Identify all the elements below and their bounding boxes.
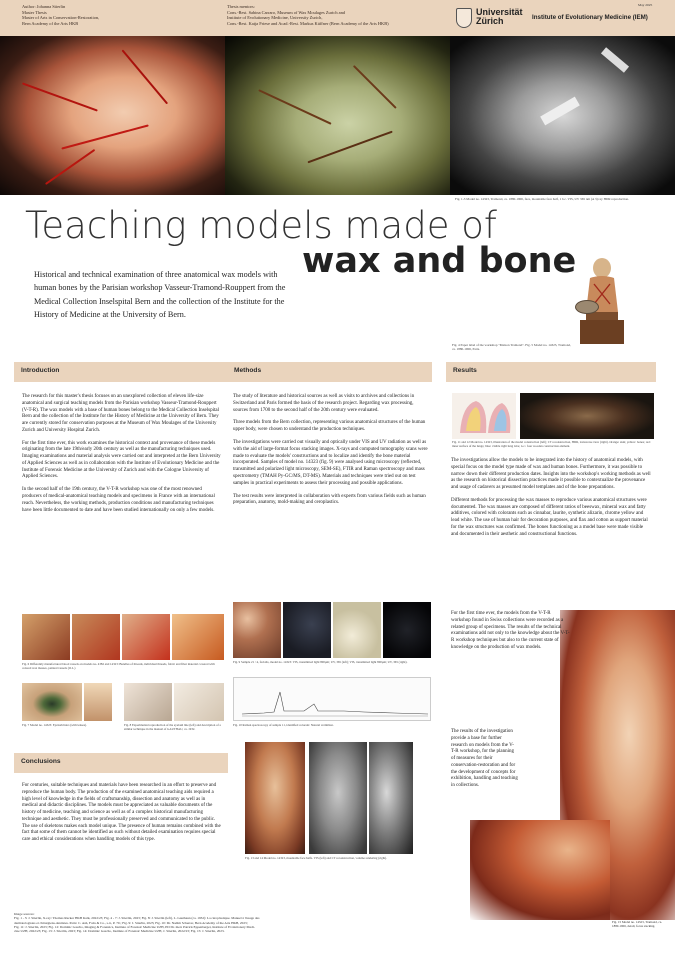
face-model-photo <box>245 742 305 854</box>
author-line: Master Thesis <box>22 9 47 15</box>
mentor-line: Thesis mentors: <box>227 4 255 9</box>
statue-caption: Fig. 4 Paper label of the workshop "Maison Tramond". Fig. 5 Model no. 14323, Tramond, ca. 1880-1906, Paris. <box>452 343 571 351</box>
paragraph: The investigations allow the models to be integrated into the history of anatomical models, with special focus on the model type made of wax and human bones. Furthermore, it was possible to narrow down their different production dates. Insights into the workshop's working methods as well as the research on historical dissection practices made it possible to contextualize the provenance and usage of cadavers as presumed model templates and of the bone preparations. <box>451 458 651 490</box>
paragraph: Different methods for processing the wax masses to reproduce various anatomical structures were documented. The wax masses are composed of different ratios of beeswax, mineral wax and fatty additives, colored with colorants such as cinnabar, laurite, synthetic alizarin, chrome yellow and lead white. The use of human hair for decoration purposes, and flax and cotton as support material for the wax structures was confirmed. The bones functioning as a model base were made visible and documented in their aesthetic and constructional functions. <box>451 497 648 537</box>
face-ct-rendering <box>309 742 367 854</box>
heading-label: Results <box>453 367 477 374</box>
paragraph: The results of the investigation provide a base for further research on models from the V-T-R workshop, for the planning of measures for their conservation-restoration and for the development of concepts for exhibition, handling and teaching in collections. <box>451 729 518 788</box>
paragraph: The research for this master's thesis focuses on an unexplored collection of eleven life-size anatomical and surgical teaching models from the Parisian workshop Vasseur-Tramond-Rouppert (V-T-R). The wax models with a base of human bones belong to the Medical Collection Inselspital Bern and the collection of the Institute for the History of Medicine at the University of Bern. They are currently stored for conservation purposes at the Museum of Wax Moulages of the University Zurich and University Hospital Zurich. <box>22 394 219 433</box>
blood-vessel-photo <box>22 614 70 660</box>
university-name-line: Zürich <box>476 16 504 26</box>
introduction-text <box>22 394 222 521</box>
figure-caption: Fig. 15 Model no. 14323, Tramond, ca. 1880-1906, detail, focus stacking. <box>612 920 663 928</box>
microscopy-photo <box>333 602 381 658</box>
methods-text <box>233 394 428 513</box>
eyelash-photo <box>22 683 82 721</box>
sources-line: dermatologistes et chirurgiens-dentistes. Paris: C. Ash, Fotis & Co., s.d., P. 70.; Fig. 9: J. Stierlin, 2023; Fig. 10: Dr. Nadim Scherrer, Bern Academy of the Arts HKB, 2023; <box>14 920 248 925</box>
workshop-label-icon <box>575 300 599 314</box>
results-text <box>451 458 651 545</box>
figure-caption: Fig. 7 Model no. 14323: Eyelash hairs (with lenses). <box>22 723 87 727</box>
poster-subtitle: Historical and technical examination of three anatomical wax models with human bones by the Parisian workshop Vasseur-Tramond-Rouppert from the Medical Collection Inselspital Bern and the collection of the Institute for the History of Medicine at the University of Bern. <box>34 270 286 319</box>
mentor-line: Cons.-Rest. Katja Friese and Acad.-Rest. Markus Küffner (Bern Academy of the Arts HKB) <box>227 20 389 26</box>
mentor-line: Cons.-Rest. Sabina Carraro, Museum of Wax Moulages Zurich and <box>227 9 345 15</box>
results-text-final <box>451 729 518 796</box>
section-heading-results <box>446 362 656 382</box>
figure-caption: Fig. 10 Raman spectroscopy of sample 11, identified colorant: Natural vermilion. <box>233 723 334 727</box>
section-heading-introduction <box>14 362 228 382</box>
wax-model-xray <box>450 36 675 195</box>
blood-vessel-photo <box>72 614 120 660</box>
section-heading-methods <box>227 362 432 382</box>
paragraph: The test results were interpreted in collaboration with experts from various fields such as human preparation, anatomy, mold-making and ceroplastics. <box>233 493 426 506</box>
author-info <box>22 4 99 26</box>
microscopy-photo <box>283 602 331 658</box>
microscopy-photo <box>383 602 431 658</box>
mentor-info <box>227 4 389 26</box>
section-heading-conclusions <box>14 753 228 773</box>
model-construction-illustration <box>452 393 516 439</box>
paragraph: For centuries, suitable techniques and materials have been researched in an effort to preserve and reproduce the human body. The production of the examined anatomical teaching aids required a high level of knowledge in the fields of craftsmanship, dissection and anatomy as well as in medical and didactic disciplines. The models must be appreciated as valuable documents of the history of medicine, teaching and science as well as of a complex historical manufacturing technique and aesthetic. They must be professionally preserved and communicated to the public. The use of skeletons makes each model unique. The presence of human remains combined with the fact that some of them cannot be identified as such without detailed examination requires special care and ethical considerations when handling models of this type. <box>22 783 221 842</box>
figure-caption: Fig. 13 and 14 Model no. 14323, mountable face halfs. VIS (left) and CT reconstruction, volume rendering (right). <box>245 856 387 860</box>
paragraph: The investigations were carried out visually and optically under VIS and UV radiation as well as with the aid of large-format focus stacking images. X-rays and computed tomography scans were made to evaluate the models' constructions and to localize and identify the bone material incorporated. Samples of model no. 14323 (fig. 9) were analysed using microscopy (reflected, transmitted and polarized light microscopy, SEM-SE), FTIR and Raman spectroscopy and mass spectrometry (TMAH Py-GC/MS, DT-MS). Materials and techniques were tried out on test samples in practical experiments to assess their processing and possible applications. <box>233 440 428 486</box>
heading-label: Introduction <box>21 367 60 374</box>
author-line: Bern Academy of the Arts HKB <box>22 20 79 26</box>
sources-line: Fig. 1 - 3: J. Stierlin, X-ray: Thomas Rucker HKB Kalk, 2022/23; Fig. 4 - 7: J. Stierlin, 2023; Fig. 8: J. Stierlin (left), L. Gauthaun (ca. 1932): La céroplastique. Manuel à l'usage des <box>14 916 260 921</box>
figure-caption: Fig. 11 and 12 Model no. 14323, illustration of the model construction (left); CT reconstruction, HDR, transverse view (right). Orange: skin; yellow: bones; red: inner surface of the lungs; blue: visible right lung lobe; n.c.: four wooden construction element. <box>452 440 651 448</box>
image-sources <box>14 912 484 933</box>
figure-caption: Fig. 8 Experimental reproduction of the eyelash line (left) and description of a similar technique in the manual of GAUTHAU, ca. 1932. <box>124 723 221 731</box>
paragraph: In the second half of the 19th century, the V-T-R workshop was one of the most renowned producers of medical-anatomical teaching models and specimens in France with an international reach. Nevertheless, the working methods, production conditions and manufacturing techniques have been little documented to date and have been studied internationally on only a few models. <box>22 487 215 513</box>
conclusions-text <box>22 783 222 850</box>
blood-vessel-photo <box>122 614 170 660</box>
author-line: Author: Johanna Stierlin <box>22 4 66 9</box>
eyelash-reproduction-photo <box>124 683 172 721</box>
paragraph: Three models from the Bern collection, representing various anatomical structures of the human upper body, were chosen to understand the production techniques. <box>233 420 426 433</box>
university-name <box>476 8 523 26</box>
face-ct-rendering <box>369 742 413 854</box>
heading-label: Conclusions <box>21 758 61 765</box>
wax-model-photo-uv <box>225 36 450 195</box>
sources-line: cine UZH, 2022/23; Fig. 13: J. Stierlin, 2023; Fig. 14: Dominic Gascho, Institute of Forensic Medicine UZH, J. Stierlin, 2022/23; Fig. 15: J. Stierlin, 2023. <box>14 929 225 934</box>
results-text-continued <box>451 611 571 658</box>
ct-transverse-view <box>520 393 654 439</box>
manual-illustration <box>174 683 224 721</box>
paragraph: For the first time ever, this work examines the historical context and provenance of these models originating from the late 19th/early 20th century as well as the manufacturing techniques used. Imaging examinations and material analysis were carried out and interpreted at the Bern University of Applied Sciences as well as in collaboration with the Institute of Evolutionary Medicine and the Institute of Forensic Medicine at the University of Zurich and with the Cologne University of Applied Sciences. <box>22 440 221 480</box>
mentor-line: Institute of Evolutionary Medicine, University Zurich, <box>227 15 323 21</box>
eyelash-detail-photo <box>84 683 112 721</box>
photo-strip-caption: Fig. 1-3 Model no. 14323, Tramond, ca. 1880-1906, face, mountable face half, 1 b.c. VIS, UV 365 nm (A 3) ray HDR reproduction. <box>455 197 630 201</box>
raman-spectrum-plot <box>233 677 431 721</box>
sources-line: Fig. 11: J. Stierlin, 2023; Fig. 12: Dominic Gascho, Imaging & Forensics, Institute of Forensic Medicine UZH, PD Dr. med. Patrick Eppenberger, Institute of Evolutionary Medi- <box>14 924 255 929</box>
poster-date: May 2025 <box>638 3 653 7</box>
wax-model-photo-vis <box>0 36 225 195</box>
paragraph: For the first time ever, the models from the V-T-R workshop found in Swiss collections were recorded as a related group of specimens. The results of the technical examinations add not only to the knowledge about the V-T-R workshop techniques but also to the current state of knowledge on the production of wax models. <box>451 611 570 650</box>
poster-title-line2: wax and bone <box>302 241 577 281</box>
institute-name: Institute of Evolutionary Medicine (IEM) <box>532 14 648 21</box>
poster-title-line1: Teaching models made of <box>25 204 497 247</box>
figure-caption: Fig. 6 Differently manufactured blood vessels on models no. 4382 and 14323: Bundles of threads, individual threads, fabric and fiber material covered with colored wax masses, painted vessels (O.L.) <box>22 662 215 670</box>
university-name-line: Universität <box>476 7 523 17</box>
paragraph: The study of literature and historical sources as well as visits to archives and collections in Switzerland and Paris formed the basis of the research project. Regarding wax processing, sources from 1700 to the second half of the 20th century were evaluated. <box>233 394 415 413</box>
microscopy-photo <box>233 602 281 658</box>
heading-label: Methods <box>234 367 262 374</box>
author-line: Master of Arts in Conservation-Restoration, <box>22 15 100 21</box>
anatomical-model-detail-photo <box>470 820 610 920</box>
figure-caption: Fig. 9 Sample 21 / 4, facialis, model no. 14323: VIS, transmitted light 800µm; UV, 365 (left); VIS, transmitted light 800µm; UV, 365 (right). <box>233 660 408 664</box>
sources-label: Image sources: <box>14 912 35 916</box>
university-seal-icon <box>456 8 472 28</box>
blood-vessel-photo <box>172 614 224 660</box>
